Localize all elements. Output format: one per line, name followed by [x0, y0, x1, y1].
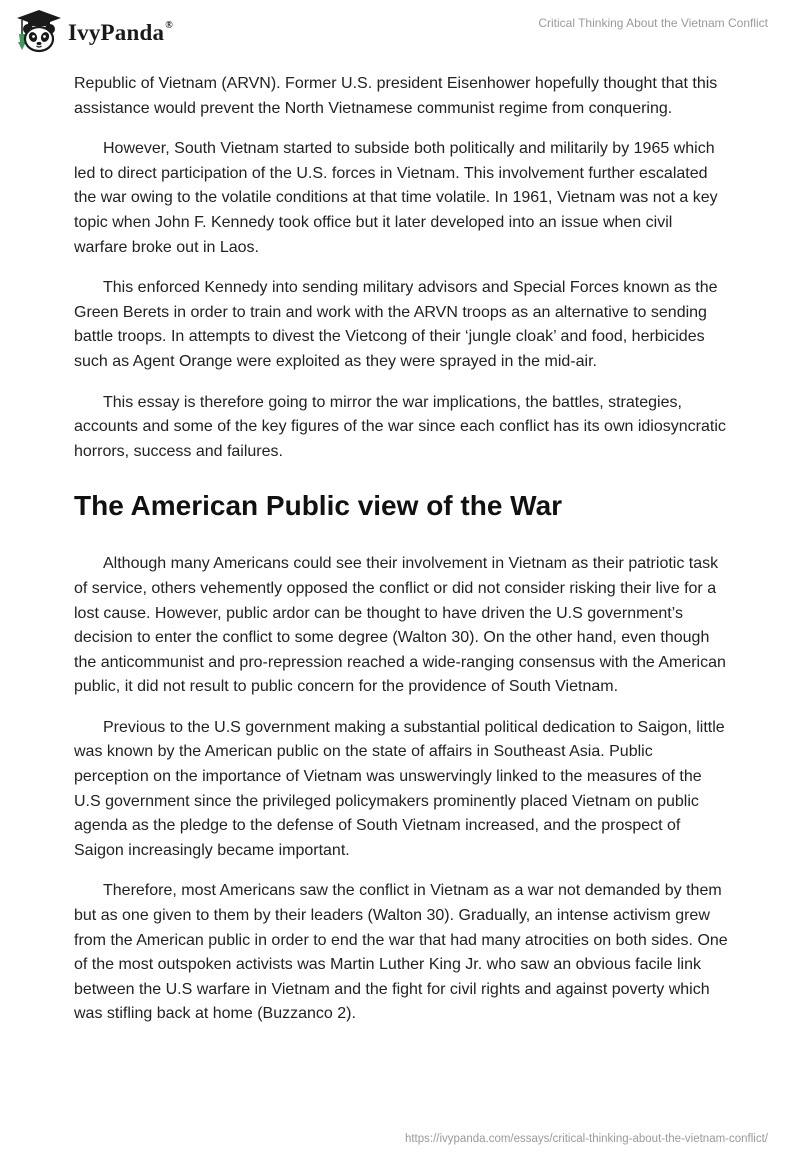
paragraph-intro-1: Republic of Vietnam (ARVN). Former U.S. president Eisenhower hopefully thought that this assistance would prevent the North Vietnamese communist regime from conquering. — [74, 75, 718, 117]
paragraph-section-1: Although many Americans could see their involvement in Vietnam as their patriotic task of service, others vehemently opposed the conflict or did not consider risking their live for a lost cause. However, public ardor can be thought to have driven the U.S government’s decision to enter the conflict to some degree (Walton 30). On the other hand, even though the anticommunist and pro-repression reached a wide-ranging consensus with the American public, it did not result to public concern for the providence of South Vietnam. — [74, 555, 726, 696]
brand-name — [68, 20, 173, 46]
source-url[interactable]: https://ivypanda.com/essays/critical-thinking-about-the-vietnam-conflict/ — [404, 1133, 768, 1145]
paragraph-intro-2: However, South Vietnam started to subside both politically and militarily by 1965 which led to direct participation of the U.S. forces in Vietnam. This involvement further escalated the war owing to the volatile conditions at that time volatile. In 1961, Vietnam was not a key topic when John F. Kennedy took office but it later developed into an issue when civil warfare broke out in Laos. — [74, 140, 718, 256]
document-title: Critical Thinking About the Vietnam Conflict — [538, 16, 768, 30]
panda-graduate-icon — [14, 8, 64, 54]
paragraph-section-2: Previous to the U.S government making a substantial political dedication to Saigon, little was known by the American public on the state of affairs in Southeast Asia. Public perception on the importance of Vietnam was unswervingly linked to the measures of the U.S government since the privileged policymakers prominently placed Vietnam on public agenda as the pledge to the defense of South Vietnam increased, and the prospect of Saigon increasingly became important. — [74, 718, 725, 859]
section-heading: The American Public view of the War — [74, 490, 563, 522]
essay-content — [74, 72, 730, 1043]
paragraph-intro-3: This enforced Kennedy into sending military advisors and Special Forces known as the Green Berets in order to train and work with the ARVN troops as an alternative to sending battle troops. In attempts to divest the Vietcong of their ‘jungle cloak’ and food, herbicides such as Agent Orange were exploited as they were sprayed in the mid-air. — [74, 279, 718, 370]
page-header — [0, 0, 800, 60]
brand-logo[interactable] — [14, 8, 173, 54]
registered-mark: ® — [165, 20, 173, 32]
paragraph-section-3: Therefore, most Americans saw the conflict in Vietnam as a war not demanded by them but as one given to them by their leaders (Walton 30). Gradually, an intense activism grew from the American public in order to end the war that had many atrocities on both sides. One of the most outspoken activists was Martin Luther King Jr. who saw an obvious facile link between the U.S warfare in Vietnam and the fight for civil rights and against poverty which was stifling back at home (Buzzanco 2). — [74, 882, 728, 1023]
brand-name-text: IvyPanda — [68, 20, 165, 45]
paragraph-intro-4: This essay is therefore going to mirror the war implications, the battles, strategies, accounts and some of the key figures of the war since each conflict has its own idiosyncratic horrors, success and failures. — [74, 393, 726, 460]
